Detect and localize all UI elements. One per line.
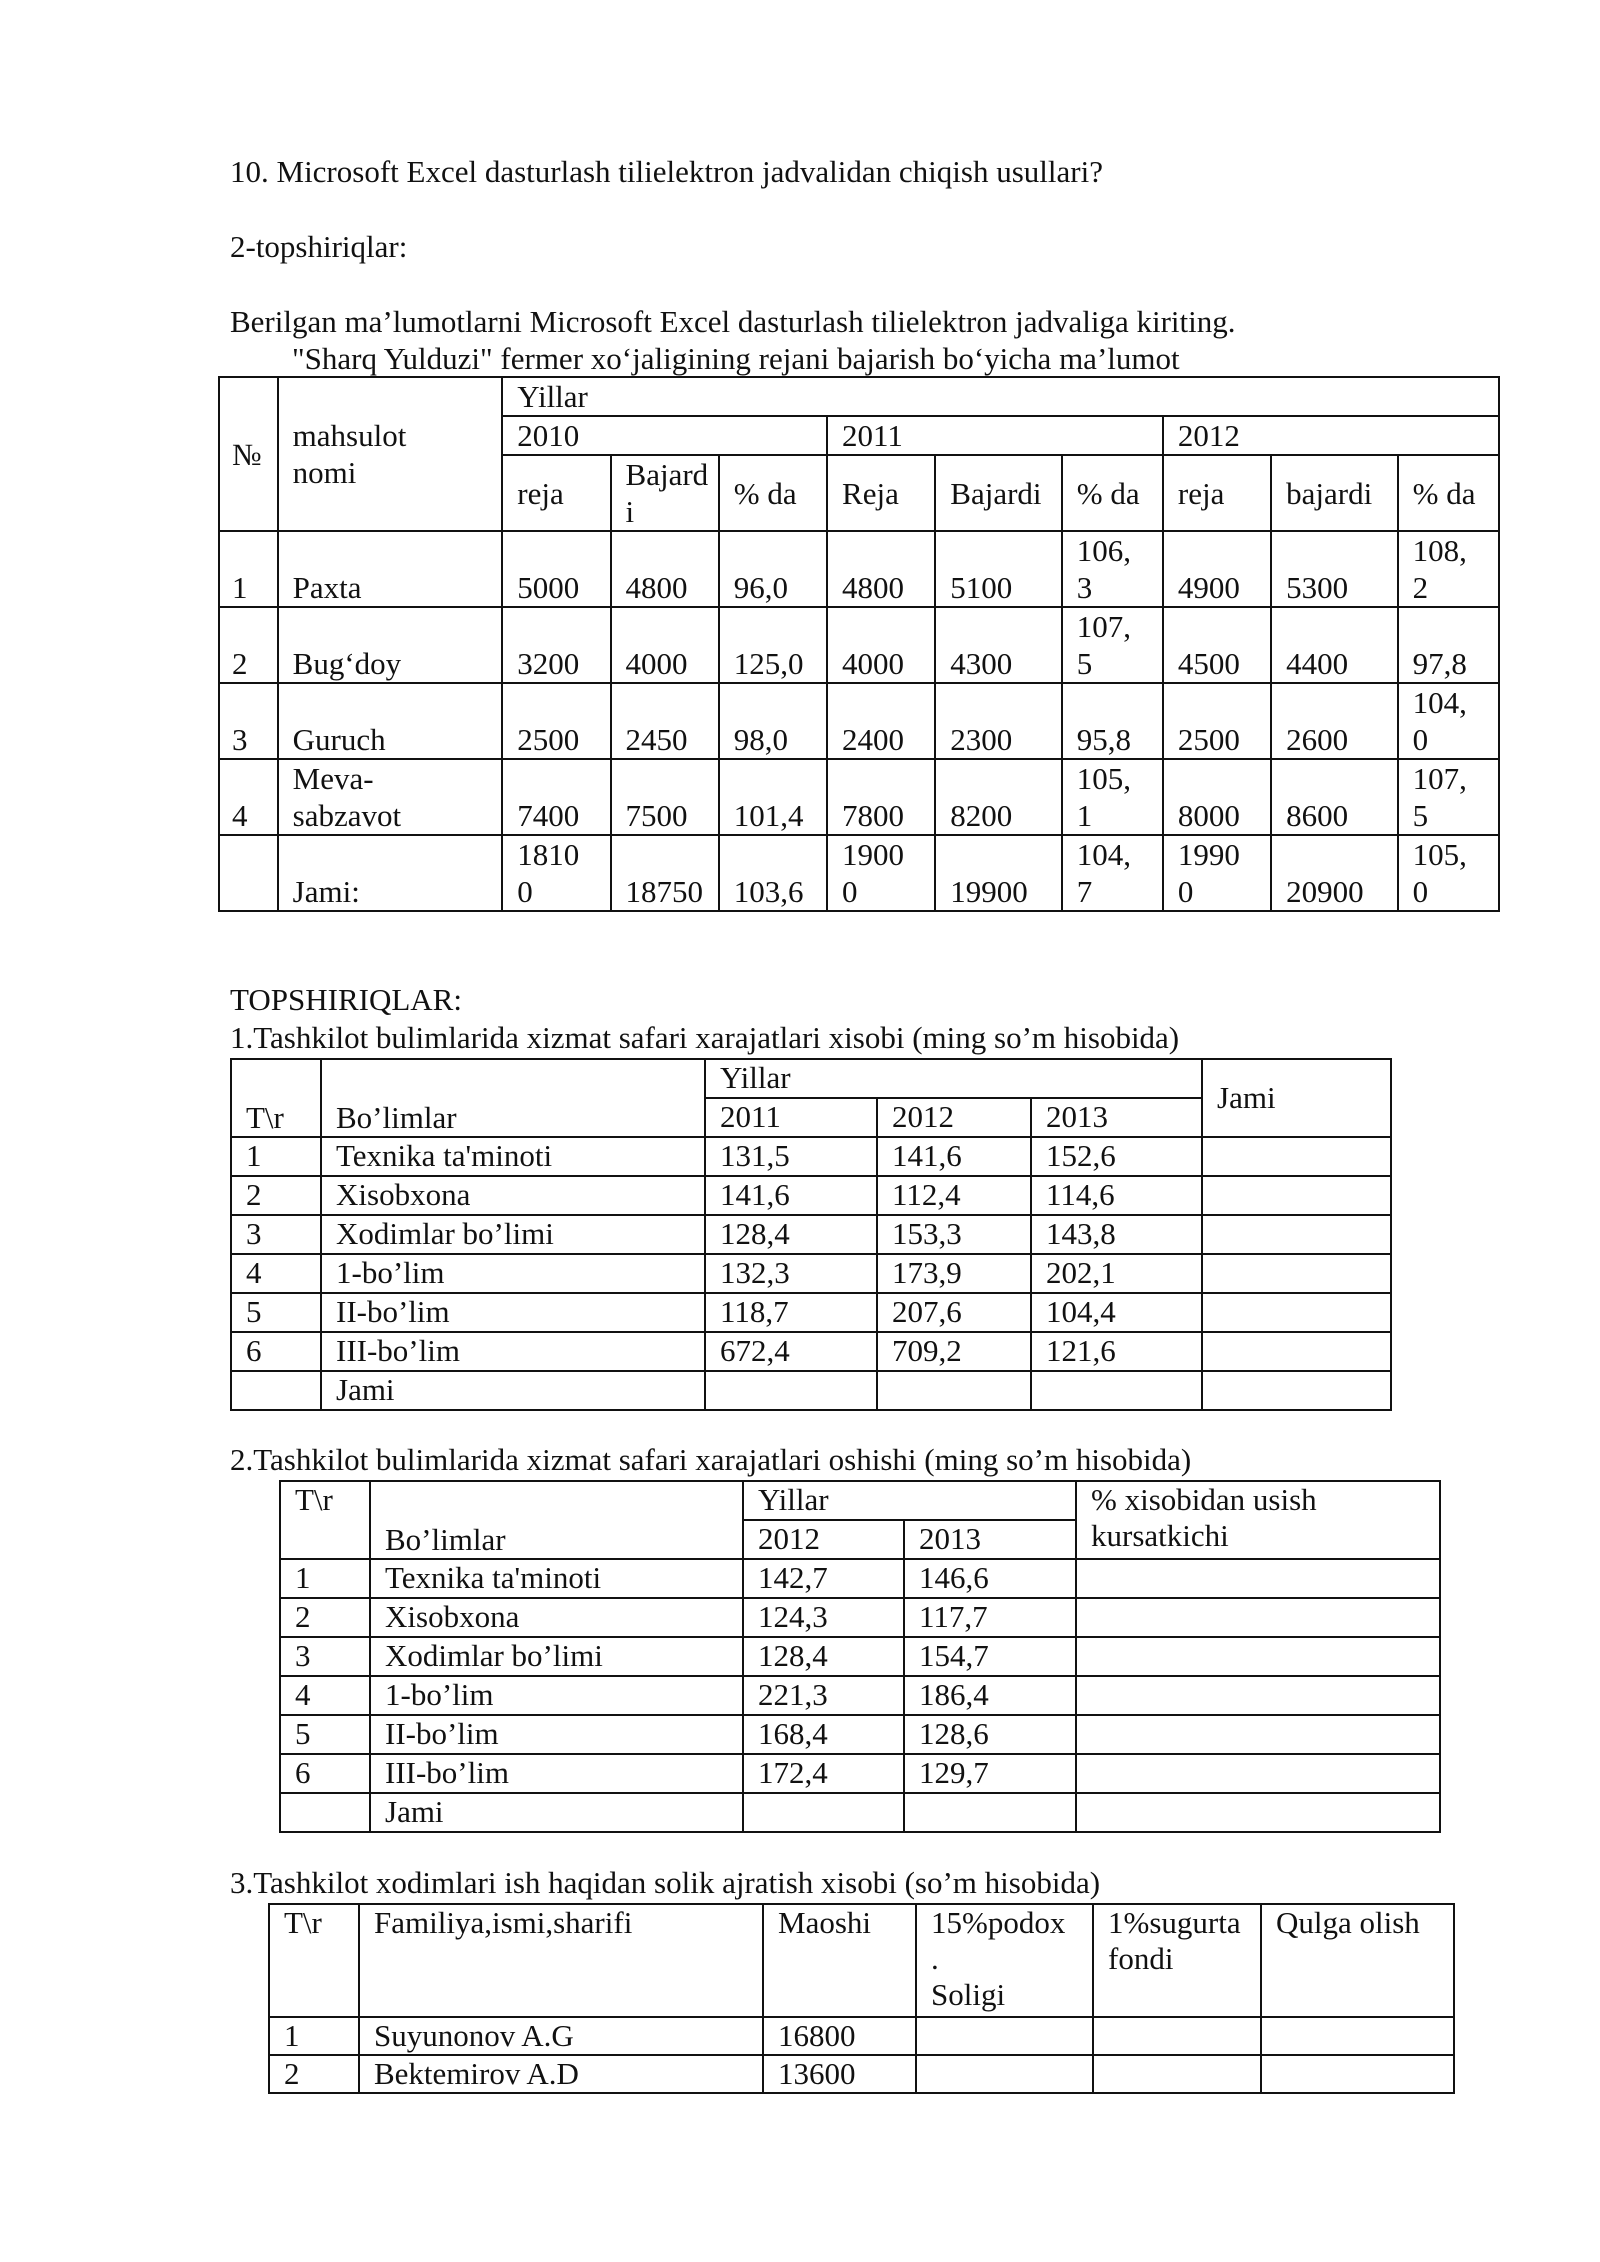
salary-tax-table	[268, 1903, 1455, 2094]
table-cell: 146,6	[904, 1559, 1076, 1598]
table-cell	[705, 1371, 877, 1410]
header-year-2012: 2012	[743, 1520, 904, 1559]
table-cell: 2500	[502, 683, 610, 759]
table-cell: 98,0	[719, 683, 827, 759]
header-insurance-fund: 1%sugurta fondi	[1093, 1904, 1261, 2017]
table-cell: 709,2	[877, 1332, 1031, 1371]
table-cell	[1202, 1293, 1391, 1332]
table-cell: 128,4	[705, 1215, 877, 1254]
instruction-text: Berilgan ma’lumotlarni Microsoft Excel dasturlash tilielektron jadvaliga kiriting.	[230, 304, 1236, 339]
header-year-2013: 2013	[1031, 1098, 1202, 1137]
table-cell: 4500	[1163, 607, 1271, 683]
subheader-cell: Bajardi	[935, 455, 1061, 531]
table-cell: 3	[231, 1215, 321, 1254]
table-cell: 7500	[611, 759, 719, 835]
table-cell: 125,0	[719, 607, 827, 683]
table-cell: 104, 7	[1062, 835, 1163, 911]
table-cell: 106, 3	[1062, 531, 1163, 607]
table-cell: 143,8	[1031, 1215, 1202, 1254]
table-cell	[1031, 1371, 1202, 1410]
table-cell: 8200	[935, 759, 1061, 835]
table-cell	[231, 1371, 321, 1410]
subheader-cell: bajardi	[1271, 455, 1397, 531]
table-cell: 1-bo’lim	[321, 1254, 705, 1293]
table-row	[231, 1137, 1391, 1176]
table-cell: II-bo’lim	[321, 1293, 705, 1332]
table-cell: 129,7	[904, 1754, 1076, 1793]
table-cell: 107, 5	[1062, 607, 1163, 683]
table-cell	[904, 1793, 1076, 1832]
table-row	[280, 1598, 1440, 1637]
table3-caption: 2.Tashkilot bulimlarida xizmat safari xarajatlari oshishi (ming so’m hisobida)	[230, 1442, 1192, 1477]
table-row	[280, 1559, 1440, 1598]
table-cell	[1202, 1137, 1391, 1176]
header-year-2012: 2012	[1163, 416, 1499, 455]
table-cell	[1261, 2055, 1454, 2093]
table-cell: Xodimlar bo’limi	[370, 1637, 743, 1676]
table-cell: Guruch	[278, 683, 503, 759]
table-cell	[1076, 1559, 1440, 1598]
header-year-2011: 2011	[827, 416, 1163, 455]
table-cell: II-bo’lim	[370, 1715, 743, 1754]
table-cell: 128,6	[904, 1715, 1076, 1754]
table-cell: III-bo’lim	[370, 1754, 743, 1793]
subheader-cell: % da	[1062, 455, 1163, 531]
table-cell: Bektemirov A.D	[359, 2055, 763, 2093]
header-full-name: Familiya,ismi,sharifi	[359, 1904, 763, 2017]
table-cell	[1093, 2055, 1261, 2093]
table-cell: 1	[231, 1137, 321, 1176]
table-cell: 1	[269, 2017, 359, 2055]
table-row	[219, 759, 1499, 835]
table-cell: 172,4	[743, 1754, 904, 1793]
table-cell: 4	[219, 759, 278, 835]
table-cell: 4	[280, 1676, 370, 1715]
table-cell: 104, 0	[1398, 683, 1499, 759]
table-cell: 4000	[611, 607, 719, 683]
table-cell: 141,6	[877, 1137, 1031, 1176]
table-cell: 154,7	[904, 1637, 1076, 1676]
table-row	[231, 1215, 1391, 1254]
table-cell: 4	[231, 1254, 321, 1293]
table-cell	[219, 835, 278, 911]
table-cell: 173,9	[877, 1254, 1031, 1293]
table-cell: 142,7	[743, 1559, 904, 1598]
table-cell: Xisobxona	[321, 1176, 705, 1215]
table-cell	[1076, 1676, 1440, 1715]
table-cell: 105, 1	[1062, 759, 1163, 835]
table-cell: 13600	[763, 2055, 916, 2093]
table-cell: Jami:	[278, 835, 503, 911]
table-cell: 207,6	[877, 1293, 1031, 1332]
header-year-2013: 2013	[904, 1520, 1076, 1559]
table-cell	[1202, 1176, 1391, 1215]
table-cell: Meva- sabzavot	[278, 759, 503, 835]
header-number: №	[219, 377, 278, 531]
table-cell: 141,6	[705, 1176, 877, 1215]
table-cell: 112,4	[877, 1176, 1031, 1215]
table-cell: 1900 0	[827, 835, 935, 911]
table-cell: 1810 0	[502, 835, 610, 911]
table-cell: 1	[219, 531, 278, 607]
table-row	[231, 1371, 1391, 1410]
header-growth-indicator: % xisobidan usish kursatkichi	[1076, 1481, 1440, 1559]
table-cell: 152,6	[1031, 1137, 1202, 1176]
table-cell	[1261, 2017, 1454, 2055]
table-cell: 2	[280, 1598, 370, 1637]
question-10: 10. Microsoft Excel dasturlash tilielektron jadvalidan chiqish usullari?	[230, 154, 1103, 189]
table-cell: Texnika ta'minoti	[321, 1137, 705, 1176]
farm-plan-table	[218, 376, 1500, 912]
topshiriqlar-heading: TOPSHIRIQLAR:	[230, 982, 462, 1017]
table-row	[280, 1715, 1440, 1754]
table-cell	[1202, 1215, 1391, 1254]
table-cell: 8000	[1163, 759, 1271, 835]
table-cell: 1-bo’lim	[370, 1676, 743, 1715]
table-cell: 19900	[935, 835, 1061, 911]
table-cell: 5	[280, 1715, 370, 1754]
header-product-name: mahsulot nomi	[278, 377, 503, 531]
table-cell: 2	[219, 607, 278, 683]
table-cell: 96,0	[719, 531, 827, 607]
table-cell: 105, 0	[1398, 835, 1499, 911]
table-cell: 101,4	[719, 759, 827, 835]
table-cell: 3	[280, 1637, 370, 1676]
table-cell: 186,4	[904, 1676, 1076, 1715]
table-row	[219, 835, 1499, 911]
table-cell: 1	[280, 1559, 370, 1598]
table-cell: 6	[280, 1754, 370, 1793]
table-cell: 107, 5	[1398, 759, 1499, 835]
table-cell	[1202, 1254, 1391, 1293]
expenses-growth-table	[279, 1480, 1441, 1833]
table-row	[231, 1176, 1391, 1215]
table-row	[219, 683, 1499, 759]
table-cell: Jami	[321, 1371, 705, 1410]
table-row	[280, 1754, 1440, 1793]
table-row	[269, 2017, 1454, 2055]
header-number: T\r	[269, 1904, 359, 2017]
table-cell	[280, 1793, 370, 1832]
table-cell: Paxta	[278, 531, 503, 607]
table-cell: 2450	[611, 683, 719, 759]
section-heading-2: 2-topshiriqlar:	[230, 229, 408, 264]
table-cell: 672,4	[705, 1332, 877, 1371]
table-cell: 20900	[1271, 835, 1397, 911]
subheader-cell: Reja	[827, 455, 935, 531]
table-cell: 2500	[1163, 683, 1271, 759]
header-number: T\r	[280, 1481, 370, 1559]
header-net-pay: Qulga olish	[1261, 1904, 1454, 2017]
table-cell	[1076, 1793, 1440, 1832]
header-year-2012: 2012	[877, 1098, 1031, 1137]
table-cell: Suyunonov A.G	[359, 2017, 763, 2055]
table-cell: 103,6	[719, 835, 827, 911]
header-year-2010: 2010	[502, 416, 827, 455]
table-cell	[1202, 1332, 1391, 1371]
table-cell: 3200	[502, 607, 610, 683]
table-cell	[743, 1793, 904, 1832]
table-cell: 4900	[1163, 531, 1271, 607]
subheader-cell: % da	[1398, 455, 1499, 531]
table-cell: 128,4	[743, 1637, 904, 1676]
table-cell: 114,6	[1031, 1176, 1202, 1215]
table-cell: 202,1	[1031, 1254, 1202, 1293]
table-cell: 18750	[611, 835, 719, 911]
table-cell: 2600	[1271, 683, 1397, 759]
table-row	[231, 1332, 1391, 1371]
table-cell	[1093, 2017, 1261, 2055]
table-cell	[1076, 1637, 1440, 1676]
table-row	[231, 1293, 1391, 1332]
subheader-cell: reja	[1163, 455, 1271, 531]
table-cell: 221,3	[743, 1676, 904, 1715]
table-cell: Xodimlar bo’limi	[321, 1215, 705, 1254]
table-cell: Bug‘doy	[278, 607, 503, 683]
table-row	[280, 1637, 1440, 1676]
table-cell: 168,4	[743, 1715, 904, 1754]
header-years: Yillar	[705, 1059, 1202, 1098]
header-salary: Maoshi	[763, 1904, 916, 2017]
table-cell: 117,7	[904, 1598, 1076, 1637]
table2-caption: 1.Tashkilot bulimlarida xizmat safari xarajatlari xisobi (ming so’m hisobida)	[230, 1020, 1180, 1055]
table-cell: 95,8	[1062, 683, 1163, 759]
header-year-2011: 2011	[705, 1098, 877, 1137]
table-cell: 5100	[935, 531, 1061, 607]
table-cell: 7400	[502, 759, 610, 835]
subheader-cell: % da	[719, 455, 827, 531]
table-row	[280, 1793, 1440, 1832]
table-cell: 124,3	[743, 1598, 904, 1637]
table4-caption: 3.Tashkilot xodimlari ish haqidan solik ajratish xisobi (so’m hisobida)	[230, 1865, 1101, 1900]
table-cell: 5000	[502, 531, 610, 607]
table-cell: Jami	[370, 1793, 743, 1832]
table-row	[280, 1676, 1440, 1715]
header-total: Jami	[1202, 1059, 1391, 1137]
table-cell: 4400	[1271, 607, 1397, 683]
table-cell: 121,6	[1031, 1332, 1202, 1371]
table-cell: 131,5	[705, 1137, 877, 1176]
table-cell: 4000	[827, 607, 935, 683]
table-cell: 16800	[763, 2017, 916, 2055]
table-cell	[1076, 1598, 1440, 1637]
header-years: Yillar	[502, 377, 1499, 416]
table-row	[231, 1254, 1391, 1293]
table-cell: 104,4	[1031, 1293, 1202, 1332]
table-cell: 118,7	[705, 1293, 877, 1332]
subheader-cell: reja	[502, 455, 610, 531]
table-cell: 3	[219, 683, 278, 759]
table-cell: 4300	[935, 607, 1061, 683]
table1-caption: "Sharq Yulduzi" fermer xo‘jaligining rejani bajarish bo‘yicha ma’lumot	[292, 341, 1180, 376]
table-cell: 153,3	[877, 1215, 1031, 1254]
table-row	[219, 607, 1499, 683]
table-row	[219, 531, 1499, 607]
table-cell: 2300	[935, 683, 1061, 759]
table-cell: Texnika ta'minoti	[370, 1559, 743, 1598]
table-cell: 132,3	[705, 1254, 877, 1293]
table-cell	[1076, 1754, 1440, 1793]
table-cell	[916, 2017, 1093, 2055]
table-cell: Xisobxona	[370, 1598, 743, 1637]
table-cell: 5300	[1271, 531, 1397, 607]
table-cell: 2400	[827, 683, 935, 759]
table-cell	[916, 2055, 1093, 2093]
header-departments: Bo’limlar	[370, 1481, 743, 1559]
table-cell: 2	[231, 1176, 321, 1215]
travel-expenses-table	[230, 1058, 1392, 1411]
table-cell: 5	[231, 1293, 321, 1332]
table-cell: 6	[231, 1332, 321, 1371]
table-cell: 4800	[827, 531, 935, 607]
header-years: Yillar	[743, 1481, 1076, 1520]
table-cell: 108, 2	[1398, 531, 1499, 607]
header-departments: Bo’limlar	[321, 1059, 705, 1137]
table-cell	[877, 1371, 1031, 1410]
table-cell: 7800	[827, 759, 935, 835]
table-cell	[1076, 1715, 1440, 1754]
subheader-cell: Bajard i	[611, 455, 719, 531]
table-cell: 2	[269, 2055, 359, 2093]
table-cell: 8600	[1271, 759, 1397, 835]
table-cell: III-bo’lim	[321, 1332, 705, 1371]
table-cell: 4800	[611, 531, 719, 607]
table-cell: 97,8	[1398, 607, 1499, 683]
table-cell: 1990 0	[1163, 835, 1271, 911]
header-income-tax: 15%podox . Soligi	[916, 1904, 1093, 2017]
table-cell	[1202, 1371, 1391, 1410]
header-number: T\r	[231, 1059, 321, 1137]
table-row	[269, 2055, 1454, 2093]
